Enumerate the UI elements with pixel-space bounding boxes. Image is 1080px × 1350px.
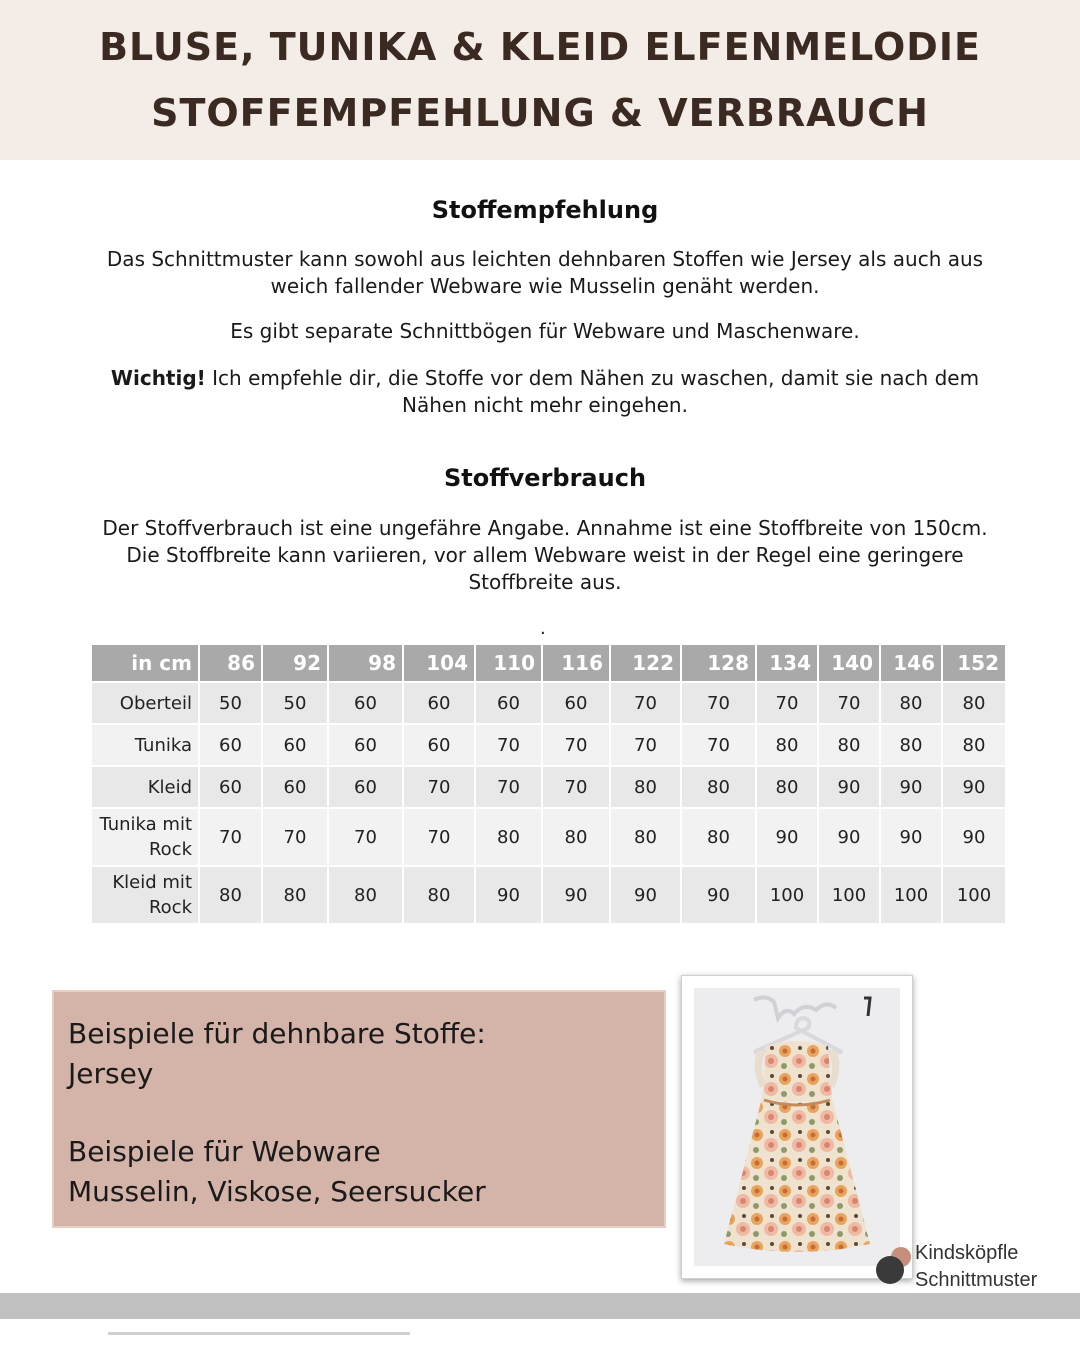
- table-cell: 70: [199, 808, 262, 866]
- usage-heading: Stoffverbrauch: [443, 464, 647, 492]
- important-note: [100, 365, 990, 419]
- table-cell: 90: [942, 766, 1006, 808]
- table-cell: 60: [328, 766, 403, 808]
- recommendation-paragraph: Das Schnittmuster kann sowohl aus leichten dehnbaren Stoffen wie Jersey als auch aus weich fallender Webware wie Musselin genäht werden.: [106, 247, 984, 298]
- table-cell: 60: [328, 682, 403, 724]
- table-cell: 90: [880, 766, 942, 808]
- table-cell: 60: [199, 724, 262, 766]
- size-header: 98: [328, 644, 403, 682]
- table-cell: 80: [403, 866, 475, 924]
- table-cell: 70: [403, 766, 475, 808]
- table-cell: 80: [610, 808, 681, 866]
- table-cell: 90: [818, 808, 880, 866]
- table-cell: 70: [756, 682, 818, 724]
- separator-dot: .: [540, 618, 546, 639]
- table-cell: 80: [818, 724, 880, 766]
- table-cell: 90: [818, 766, 880, 808]
- table-cell: 70: [681, 682, 756, 724]
- table-cell: 70: [610, 724, 681, 766]
- brand-name: [915, 1240, 1037, 1294]
- table-cell: 80: [328, 866, 403, 924]
- table-cell: 60: [262, 724, 328, 766]
- table-cell: 50: [262, 682, 328, 724]
- spacer: [68, 1094, 650, 1132]
- size-header: 86: [199, 644, 262, 682]
- row-label: Tunika mit Rock: [91, 808, 199, 866]
- table-cell: 60: [262, 766, 328, 808]
- stretch-fabrics-heading: Beispiele für dehnbare Stoffe:: [68, 1017, 486, 1050]
- table-cell: 70: [475, 766, 542, 808]
- footer-underline: [108, 1332, 410, 1335]
- table-cell: 70: [262, 808, 328, 866]
- size-header: 116: [542, 644, 610, 682]
- title-banner: [0, 0, 1080, 160]
- table-cell: 90: [542, 866, 610, 924]
- row-label: Kleid: [91, 766, 199, 808]
- table-cell: 90: [880, 808, 942, 866]
- table-cell: 70: [542, 766, 610, 808]
- dress-illustration: [694, 988, 900, 1266]
- footer-bar: [0, 1293, 1080, 1319]
- table-row: [91, 766, 1006, 808]
- table-cell: 100: [942, 866, 1006, 924]
- size-header: 110: [475, 644, 542, 682]
- woven-fabrics-list: Musselin, Viskose, Seersucker: [68, 1175, 486, 1208]
- table-cell: 50: [199, 682, 262, 724]
- page-title-line-2: STOFFEMPFEHLUNG & VERBRAUCH: [151, 91, 929, 135]
- size-header: 146: [880, 644, 942, 682]
- size-header: 140: [818, 644, 880, 682]
- table-cell: 80: [880, 724, 942, 766]
- table-cell: 90: [475, 866, 542, 924]
- table-cell: 60: [403, 724, 475, 766]
- important-text: Ich empfehle dir, die Stoffe vor dem Nähen zu waschen, damit sie nach dem Nähen nicht mehr eingehen.: [205, 366, 980, 417]
- table-cell: 60: [475, 682, 542, 724]
- table-cell: 80: [942, 724, 1006, 766]
- table-cell: 80: [681, 808, 756, 866]
- important-label: Wichtig!: [110, 366, 206, 390]
- size-header: 134: [756, 644, 818, 682]
- size-header: 104: [403, 644, 475, 682]
- table-cell: 60: [542, 682, 610, 724]
- table-cell: 60: [403, 682, 475, 724]
- table-cell: 100: [756, 866, 818, 924]
- table-cell: 90: [756, 808, 818, 866]
- table-cell: 90: [610, 866, 681, 924]
- table-row: [91, 682, 1006, 724]
- table-cell: 80: [199, 866, 262, 924]
- size-header: 92: [262, 644, 328, 682]
- page-title-line-1: BLUSE, TUNIKA & KLEID ELFENMELODIE: [99, 25, 981, 69]
- size-header: 122: [610, 644, 681, 682]
- table-header-row: [91, 644, 1006, 682]
- table-cell: 80: [880, 682, 942, 724]
- table-cell: 100: [818, 866, 880, 924]
- table-cell: 80: [262, 866, 328, 924]
- table-cell: 90: [942, 808, 1006, 866]
- table-cell: 80: [610, 766, 681, 808]
- brand-line-2: Schnittmuster: [915, 1269, 1038, 1291]
- woven-fabrics-heading: Beispiele für Webware: [68, 1135, 381, 1168]
- table-cell: 70: [681, 724, 756, 766]
- dress-photo: [681, 975, 913, 1279]
- unit-header: in cm: [91, 644, 199, 682]
- table-cell: 80: [681, 766, 756, 808]
- size-header: 152: [942, 644, 1006, 682]
- table-cell: 80: [542, 808, 610, 866]
- usage-paragraph: Der Stoffverbrauch ist eine ungefähre Angabe. Annahme ist eine Stoffbreite von 150cm. Die Stoffbreite kann variieren, vor allem Webware weist in der Regel eine geringere Stoffbreite aus.: [102, 516, 988, 594]
- table-cell: 70: [818, 682, 880, 724]
- table-cell: 70: [475, 724, 542, 766]
- table-cell: 80: [756, 766, 818, 808]
- table-cell: 70: [403, 808, 475, 866]
- row-label: Oberteil: [91, 682, 199, 724]
- table-cell: 70: [542, 724, 610, 766]
- fabric-usage-table: [90, 643, 1007, 925]
- separate-patterns-paragraph: Es gibt separate Schnittbögen für Webware und Maschenware.: [230, 319, 860, 343]
- table-cell: 100: [880, 866, 942, 924]
- size-header: 128: [681, 644, 756, 682]
- table-cell: 90: [681, 866, 756, 924]
- table-cell: 80: [475, 808, 542, 866]
- table-cell: 60: [199, 766, 262, 808]
- stretch-fabrics-list: Jersey: [68, 1057, 154, 1090]
- row-label: Kleid mit Rock: [91, 866, 199, 924]
- table-cell: 70: [328, 808, 403, 866]
- fabric-examples-box: [52, 990, 666, 1228]
- table-cell: 60: [328, 724, 403, 766]
- brand-line-1: Kindsköpfle: [915, 1242, 1019, 1264]
- table-cell: 80: [942, 682, 1006, 724]
- row-label: Tunika: [91, 724, 199, 766]
- table-row: [91, 808, 1006, 866]
- brand-logo-circle-icon: [876, 1256, 904, 1284]
- table-cell: 80: [756, 724, 818, 766]
- recommendation-heading: Stoffempfehlung: [431, 196, 659, 224]
- table-row: [91, 724, 1006, 766]
- table-row: [91, 866, 1006, 924]
- table-cell: 70: [610, 682, 681, 724]
